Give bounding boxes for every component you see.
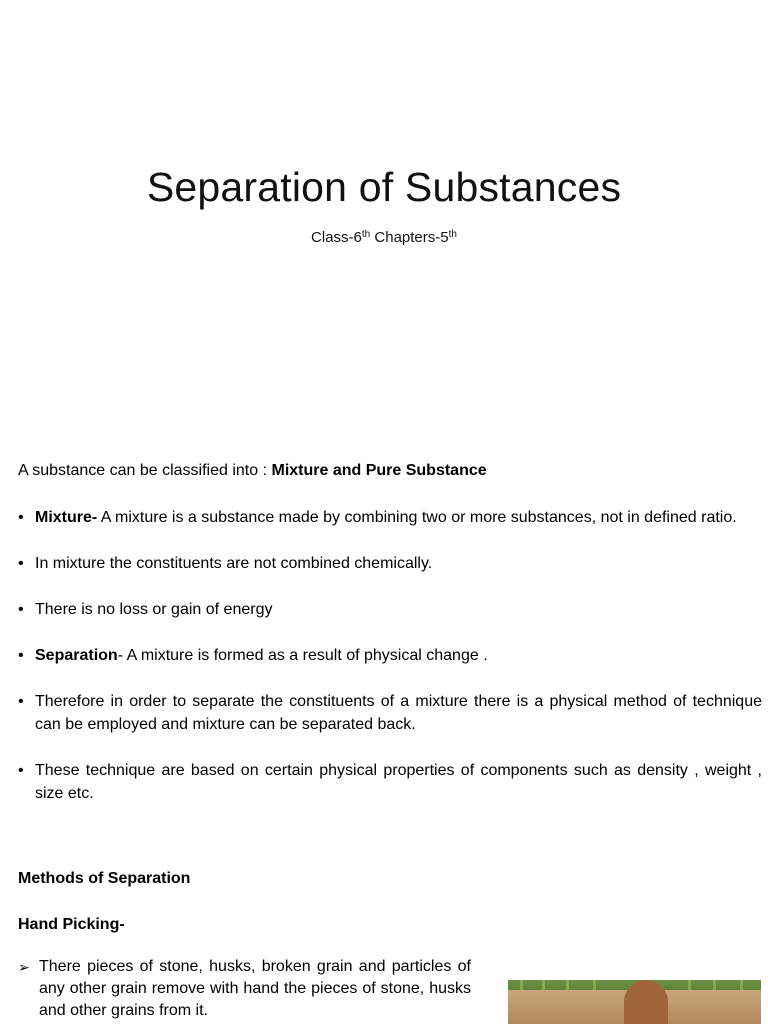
list-item-text: - A mixture is formed as a result of physical change . bbox=[117, 647, 488, 664]
bullet-list bbox=[18, 506, 762, 828]
intro-paragraph bbox=[18, 460, 487, 482]
slide-subtitle bbox=[0, 229, 768, 246]
list-item bbox=[18, 644, 762, 667]
hand-picking-photo bbox=[508, 980, 761, 1024]
bullet-dot-icon: • bbox=[18, 647, 24, 664]
subtitle-chapter: Chapters-5 bbox=[370, 229, 449, 246]
list-item bbox=[18, 759, 762, 805]
methods-heading: Methods of Separation bbox=[18, 870, 191, 887]
bullet-dot-icon: • bbox=[18, 762, 24, 779]
list-item-text: These technique are based on certain physical properties of components such as density , weight , size etc. bbox=[35, 762, 762, 802]
list-item-text: In mixture the constituents are not combined chemically. bbox=[35, 555, 433, 572]
hand-picking-item bbox=[18, 956, 471, 1022]
hand-image bbox=[624, 980, 668, 1024]
bullet-dot-icon: • bbox=[18, 693, 24, 710]
arrow-bullet-icon: ➢ bbox=[18, 959, 30, 975]
list-item-bold: Mixture- bbox=[35, 509, 98, 526]
list-item-text: Therefore in order to separate the constituents of a mixture there is a physical method of technique can be employed and mixture can be separated back. bbox=[35, 693, 762, 733]
list-item bbox=[18, 598, 762, 621]
subtitle-class-sup: th bbox=[361, 229, 371, 240]
list-item-bold: Separation bbox=[35, 647, 118, 664]
list-item bbox=[18, 552, 762, 575]
bullet-dot-icon: • bbox=[18, 555, 24, 572]
bullet-dot-icon: • bbox=[18, 509, 24, 526]
intro-text: A substance can be classified into : bbox=[18, 462, 272, 479]
bullet-dot-icon: • bbox=[18, 601, 24, 618]
subtitle-class: Class-6 bbox=[311, 229, 362, 246]
hand-picking-heading: Hand Picking- bbox=[18, 916, 125, 933]
slide-title: Separation of Substances bbox=[146, 164, 622, 210]
list-item bbox=[18, 690, 762, 736]
list-item bbox=[18, 506, 762, 529]
list-item-text: There is no loss or gain of energy bbox=[35, 601, 273, 618]
intro-bold-text: Mixture and Pure Substance bbox=[271, 462, 487, 479]
subtitle-chapter-sup: th bbox=[448, 229, 457, 240]
list-item-text: A mixture is a substance made by combining two or more substances, not in defined ratio. bbox=[97, 509, 737, 526]
hand-picking-text: There pieces of stone, husks, broken grain and particles of any other grain remove with hand the pieces of stone, husks and other grains from it. bbox=[39, 958, 471, 1019]
